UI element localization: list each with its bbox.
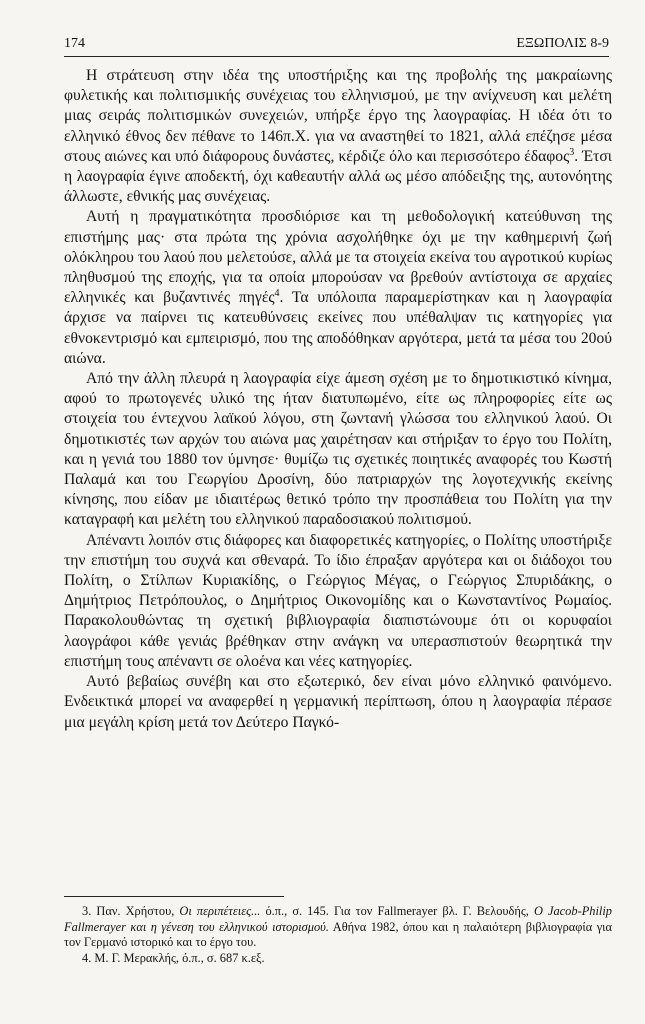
footnote xyxy=(64,951,612,967)
running-title: ΕΞΩΠΟΛΙΣ 8-9 xyxy=(516,36,609,51)
paragraph-text: Απέναντι λοιπόν στις διάφορες και διαφορετικές κατηγορίες, ο Πολίτης υποστήριξε την επιστήμη του συχνά και σθεναρά. Το ίδιο έπραξαν αργότερα και οι διάδοχοι του Πολίτη, ο Στίλπων Κυριακίδης, ο Γεώργιος Μέγας, ο Γεώργιος Σπυριδάκης, ο Δημήτριος Πετρόπουλος, ο Δημήτριος Οικονομίδης και ο Κωνσταντίνος Ρωμαίος. Παρακολουθώντας τη σχετική βιβλιογραφία διαπιστώνουμε ότι οι κορυφαίοι λαογράφοι κάθε γενιάς βρέθηκαν στην ανάγκη να υπερασπιστούν θεωρητικά την επιστήμη τους απέναντι σε ολοένα και νέες κατηγορίες. xyxy=(64,531,612,670)
footnote xyxy=(64,904,612,951)
paragraph xyxy=(64,672,612,733)
footnote-ref[interactable]: 3 xyxy=(569,146,575,158)
footnote-rule xyxy=(64,896,284,897)
footnote-ref[interactable]: 4 xyxy=(274,288,280,300)
paragraph xyxy=(64,207,612,369)
paragraph-text: . Τα υπόλοιπα παραμερίστηκαν και η λαογραφία άρχισε να παίρνει τις κατευθύνσεις εκείνες που υπέθαλψαν τις κατηγορίες για εθνοκεντρισμό και εμπειρισμό, που της αποδόθηκαν αργότερα, μετά τα μέσα του 20ού αιώνα. xyxy=(64,289,612,367)
footnote-text: 3. Παν. Χρήστου, xyxy=(82,904,180,918)
footnote-text: Αθήνα 1982, όπου και η παλαιότερη βιβλιογραφία για τον Γερμανό ιστορικό και το έργο του. xyxy=(64,919,613,950)
footnote-text: ό.π., σ. 145. Για τον Fallmerayer βλ. Γ. Βελουδής, xyxy=(260,904,534,918)
paragraph xyxy=(64,531,612,672)
paragraph-text: Η στράτευση στην ιδέα της υποστήριξης και της προβολής της μακραίωνης φυλετικής και πολιτισμικής συνέχειας του ελληνισμού, με την ανίχνευση και μελέτη μιας σειράς πολιτισμικών συνεχειών, υπήρξε έργο της λαογραφίας. Η ιδέα ότι το ελληνικό έθνος δεν πέθανε το 146π.Χ. για να αναστηθεί το 1821, αλλά επέζησε μέσα στους αιώνες και υπό διάφορους δυνάστες, κέρδιζε όλο και περισσότερο έδαφος xyxy=(64,67,612,165)
footnote-text: 4. Μ. Γ. Μερακλής, ό.π., σ. 687 κ.εξ. xyxy=(82,950,265,965)
paragraph-text: Αυτή η πραγματικότητα προσδιόρισε και τη μεθοδολογική κατεύθυνση της επιστήμης μας· στα πρώτα της χρόνια ασχολήθηκε όχι με την καθημερινή ζωή ολόκληρου του λαού που μελετούσε, αλλά με τα στοιχεία εκείνα του αγροτικού κυρίως πληθυσμού της εποχής, για τα οποία μπορούσαν να βρεθούν αντίστοιχα σε αρχαίες ελληνικές και βυζαντινές πηγές xyxy=(64,208,612,307)
body-text xyxy=(64,66,612,733)
page-header xyxy=(64,36,609,52)
paragraph xyxy=(64,66,612,207)
footnote-italic-title: Ο Jacob-Philip Fallmerayer και η γένεση του ελληνικού ιστορισμού. xyxy=(64,904,612,934)
paragraph-text: Από την άλλη πλευρά η λαογραφία είχε άμεση σχέση με το δημοτικιστικό κίνημα, αφού το πρωτογενές υλικό της ήταν διατυπωμένο, είτε ως πληροφορίες είτε ως στοιχεία του έντεχνου λαϊκού λόγου, στη ζωντανή γλώσσα του ελληνικού λαού. Οι δημοτικιστές των αρχών του αιώνα μας χαιρέτησαν και στήριξαν το έργο του Πολίτη, και η γενιά του 1880 τον ύμνησε· θυμίζω τις σχετικές ποιητικές αναφορές του Κωστή Παλαμά και του Γεωργίου Δροσίνη, δύο πατριαρχών της λογοτεχνικής εκείνης κίνησης, που είδαν με ιδιαιτέρως θετικό τρόπο την προσπάθεια του Πολίτη για την καταγραφή και μελέτη του ελληνικού παραδοσιακού πολιτισμού. xyxy=(64,370,612,529)
footnotes xyxy=(64,904,612,966)
header-rule xyxy=(64,56,609,57)
paragraph-text: Αυτό βεβαίως συνέβη και στο εξωτερικό, δεν είναι μόνο ελληνικό φαινόμενο. Ενδεικτικά μπορεί να αναφερθεί η γερμανική περίπτωση, όπου η λαογραφία πέρασε μια μεγάλη κρίση μετά τον Δεύτερο Παγκό- xyxy=(64,673,612,731)
footnote-italic-title: Οι περιπέτειες... xyxy=(179,904,261,918)
paragraph xyxy=(64,369,612,531)
paragraph-text: . Έτσι η λαογραφία έγινε αποδεκτή, όχι καθεαυτήν αλλά ως μέσο απόδειξης της, αυτονόητης άλλωστε, εθνικής μας συνέχειας. xyxy=(64,147,612,206)
page-number: 174 xyxy=(64,36,85,51)
